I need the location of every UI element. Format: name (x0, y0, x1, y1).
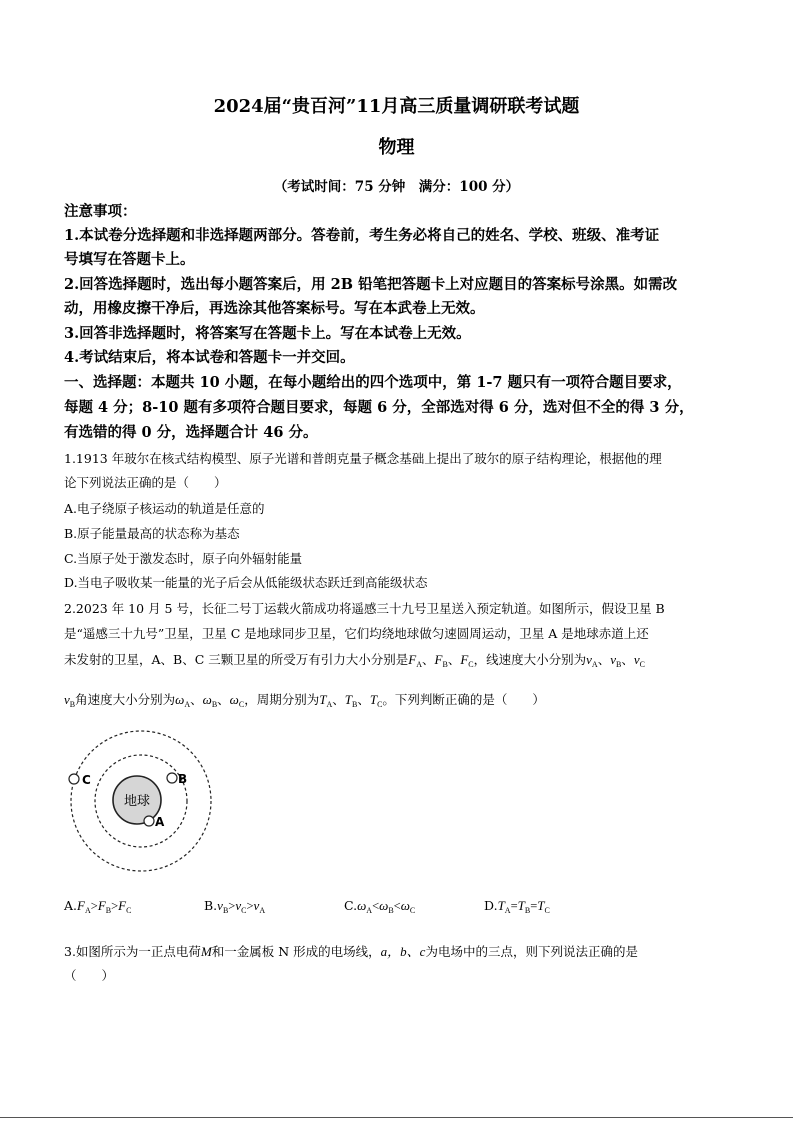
note-1-line-2: 号填写在答题卡上。 (64, 251, 195, 268)
q3-stem-line-1: 3.如图所示为一正点电荷M和一金属板 N 形成的电场线，a，b、c为电场中的三点，则下列说法正确的是 (64, 944, 638, 959)
subject-title: 物理 (378, 137, 415, 158)
satellite-orbit-figure (60, 728, 220, 878)
exam-time-info: （考试时间：75 分钟 满分：100 分） (273, 179, 520, 195)
q2-stem-line-1: 2.2023 年 10 月 5 号，长征二号丁运载火箭成功将遥感三十九号卫星送入预定轨道。如图所示，假设卫星 B (64, 601, 665, 616)
q1-option-d: D.当电子吸收某一能量的光子后会从低能级状态跃迁到高能级状态 (64, 575, 428, 590)
q2-option-b: $B.v_B>v_C>v_A$ (204, 898, 266, 915)
section-1-line-3: 有选错的得 0 分，选择题合计 46 分。 (64, 424, 318, 441)
q1-stem-line-1: 1.1913 年玻尔在核式结构模型、原子光谱和普朗克量子概念基础上提出了玻尔的原子结构理论，根据他的理 (64, 451, 662, 466)
q1-stem-line-2: 论下列说法正确的是（ ） (64, 475, 227, 490)
q3-stem-line-2: （ ） (64, 968, 115, 983)
note-2-line-2: 动，用橡皮擦干净后，再选涂其他答案标号。写在本武卷上无效。 (64, 300, 485, 317)
satellite-b-label: B (178, 772, 188, 786)
q2-option-c: $C.\omega_A<\omega_B<\omega_C$ (344, 898, 416, 915)
satellite-a (144, 816, 154, 826)
satellite-a-label: A (155, 815, 165, 829)
q2-stem-line-4: $v_B$角速度大小分别为$\omega_A$、$\omega_B$、$\omega_C$，周期分别为$T_A$、$T_B$、$T_C$。下列判断正确的是（ ） (64, 692, 545, 709)
q1-option-a: A.电子绕原子核运动的轨道是任意的 (64, 501, 265, 516)
section-1-line-1: 一、选择题：本题共 10 小题，在每小题给出的四个选项中，第 1-7 题只有一项符合题目要求， (64, 374, 682, 391)
q2-stem-line-3: 未发射的卫星，A、B、C 三颗卫星的所受万有引力大小分别是$F_A$、$F_B$、$F_C$，线速度大小分别为$v_A$、$v_B$、$v_C$ (64, 652, 645, 669)
note-4: 4.考试结束后，将本试卷和答题卡一并交回。 (64, 349, 355, 366)
q2-option-d: $D.T_A=T_B=T_C$ (484, 898, 550, 915)
section-1-line-2: 每题 4 分；8-10 题有多项符合题目要求，每题 6 分，全部选对得 6 分，选对但不全的得 3 分， (64, 399, 694, 416)
q1-option-b: B.原子能量最高的状态称为基态 (64, 526, 240, 541)
notes-heading: 注意事项： (64, 203, 137, 220)
earth-label: 地球 (123, 794, 151, 809)
page-bottom-rule (0, 1117, 793, 1118)
satellite-b (167, 773, 177, 783)
q2-option-a: $A.F_A>F_B>F_C$ (64, 898, 132, 915)
satellite-c (69, 774, 79, 784)
q1-option-c: C.当原子处于激发态时，原子向外辐射能量 (64, 551, 303, 566)
note-2-line-1: 2.回答选择题时，选出每小题答案后，用 2B 铅笔把答题卡上对应题目的答案标号涂黑。如需改 (64, 276, 678, 293)
exam-title: 2024届“贵百河”11月高三质量调研联考试题 (213, 96, 580, 117)
q2-stem-line-2: 是“遥感三十九号”卫星，卫星 C 是地球同步卫星，它们均绕地球做匀速圆周运动，卫星 A 是地球赤道上还 (64, 626, 649, 641)
note-1-line-1: 1.本试卷分选择题和非选择题两部分。答卷前，考生务必将自己的姓名、学校、班级、准考证 (64, 227, 660, 244)
note-3: 3.回答非选择题时，将答案写在答题卡上。写在本试卷上无效。 (64, 325, 471, 342)
satellite-c-label: C (82, 773, 91, 787)
